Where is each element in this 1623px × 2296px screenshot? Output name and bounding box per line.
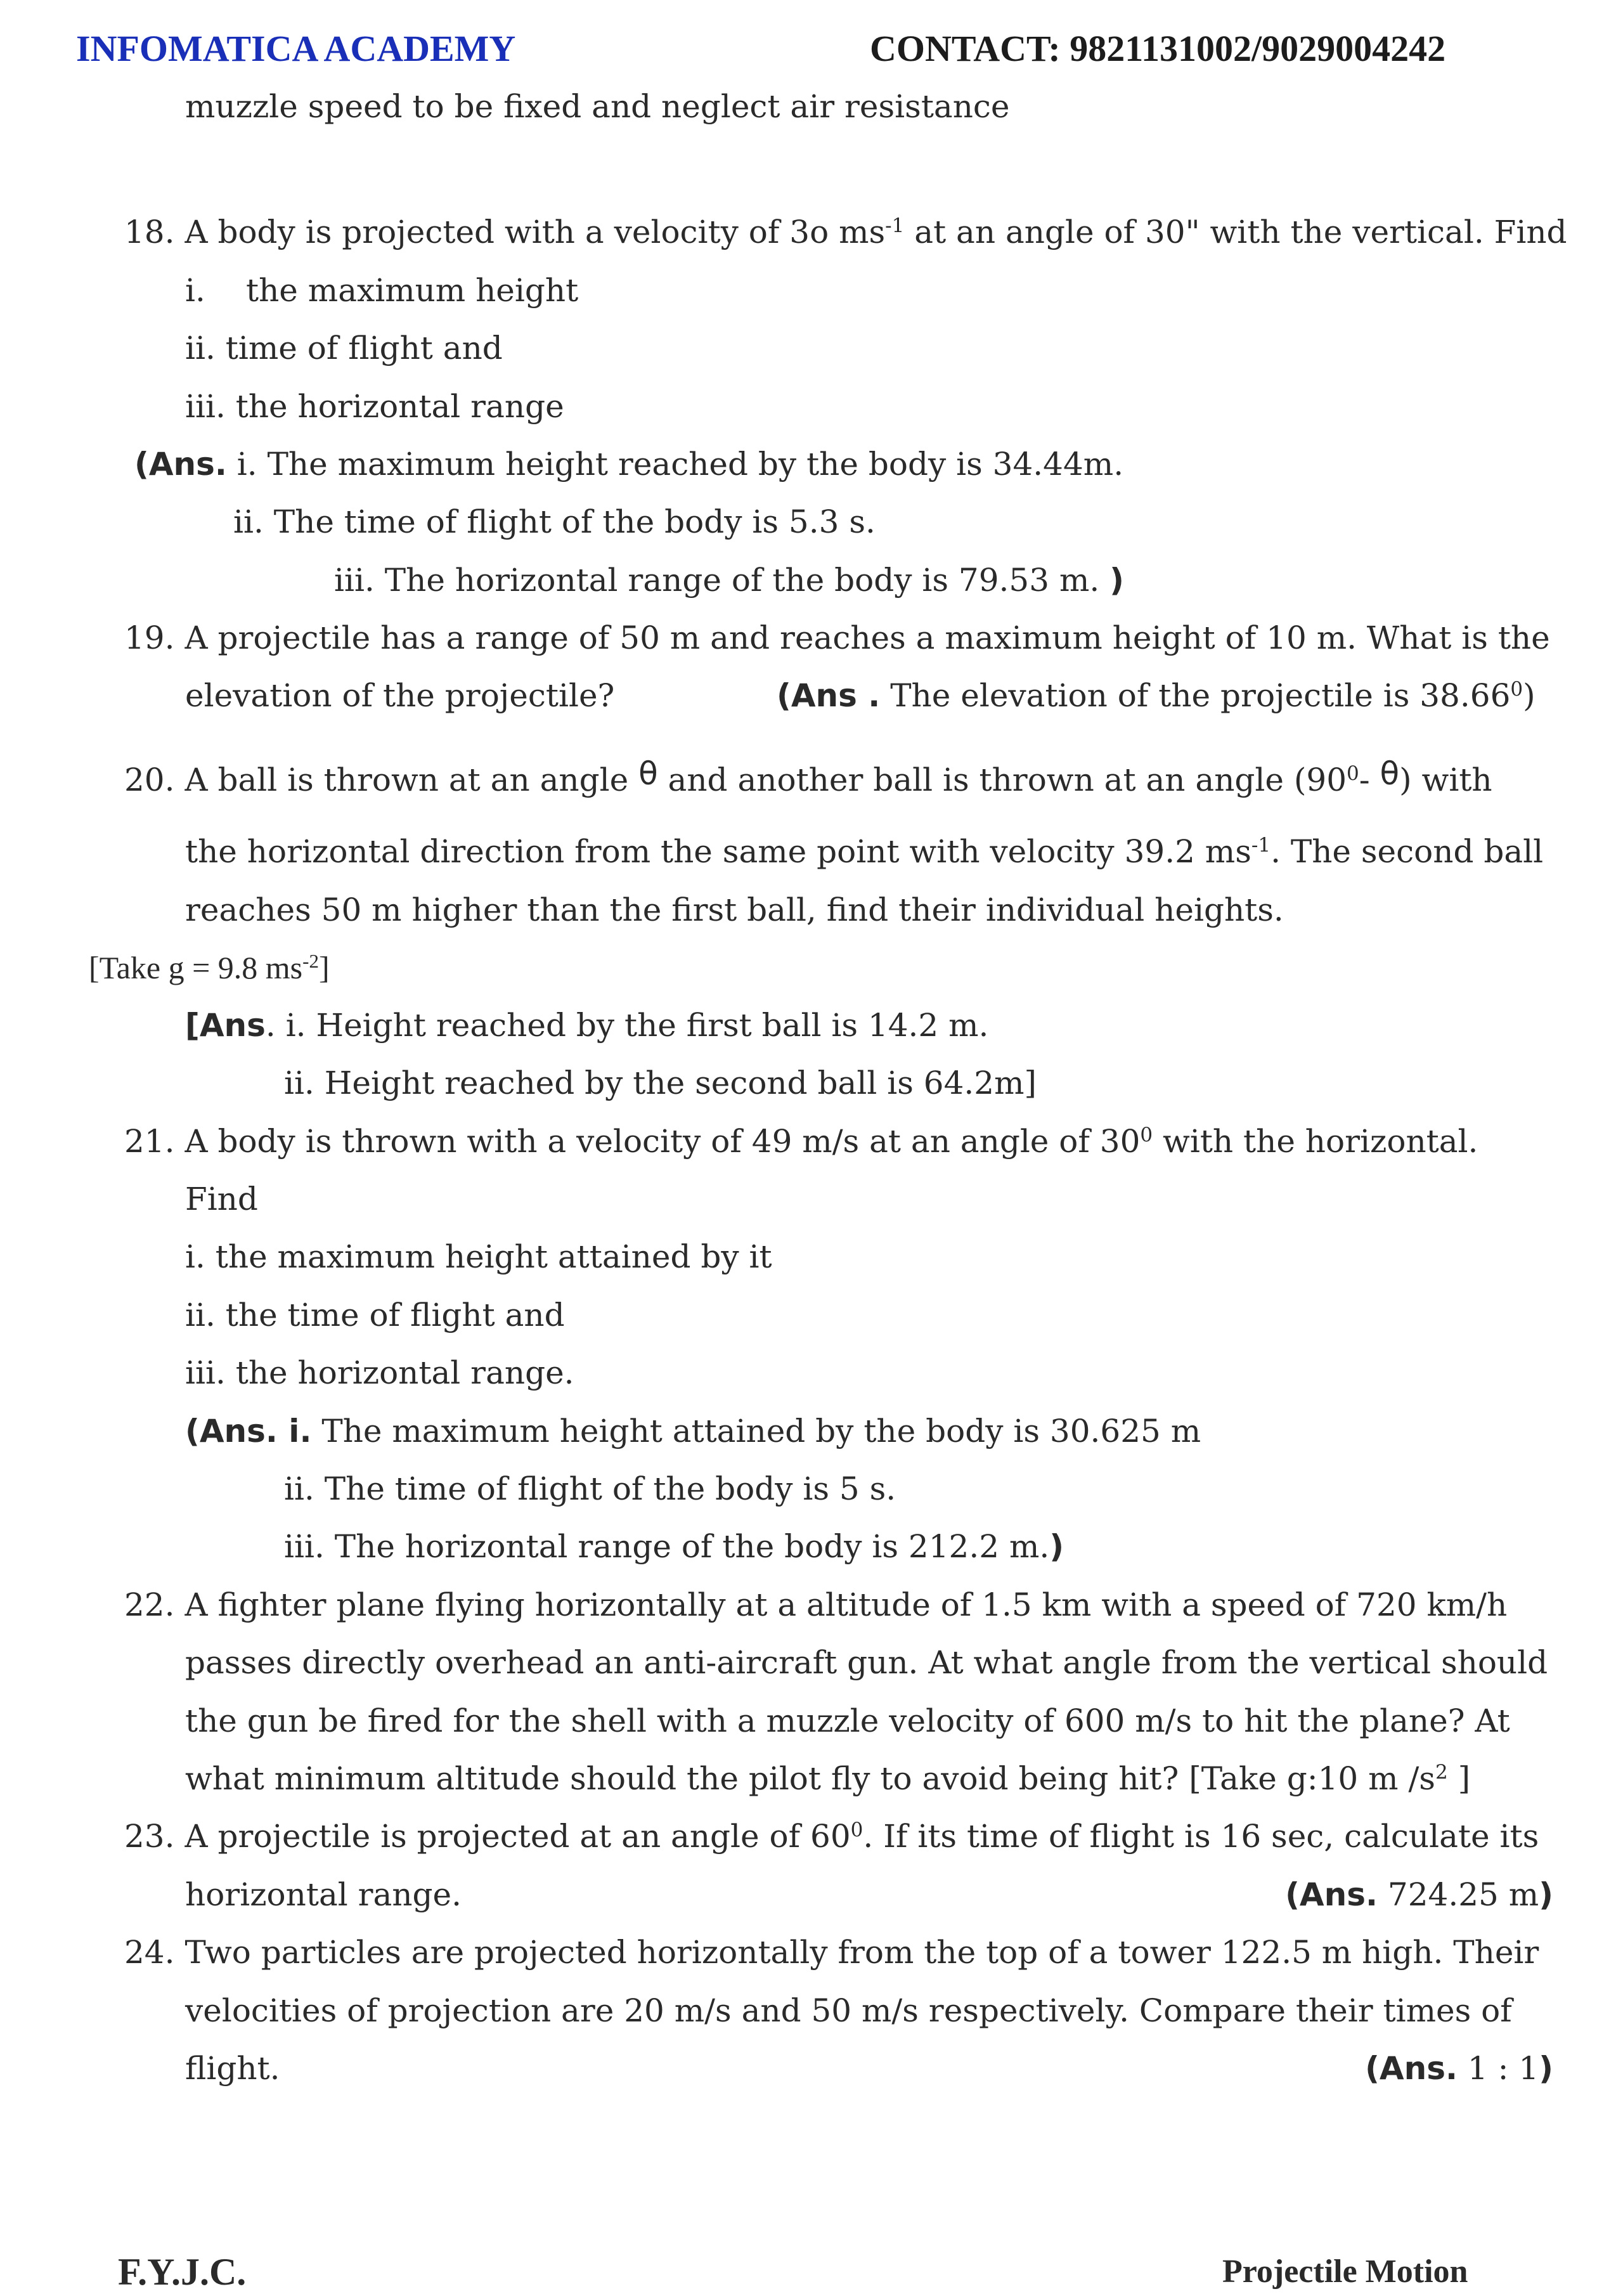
question-text: Two particles are projected horizontally from the top of a tower 122.5 m high. Their <box>184 1934 1539 1971</box>
q24-line-3: flight. <box>185 2050 280 2087</box>
academy-name: INFOMATICA ACADEMY <box>76 28 516 69</box>
question-text: A body is thrown with a velocity of 49 m/s at an angle of $30^0$ with the horizontal. <box>184 1123 1478 1160</box>
answer-label: (Ans. i. <box>185 1413 312 1450</box>
q20-answer-1: [Ans. i. Height reached by the first ball is 14.2 m. <box>185 1007 989 1044</box>
question-text: A projectile is projected at an angle of $60^0$. If its time of flight is 16 sec, calculate its <box>184 1818 1539 1855</box>
question-19 <box>124 618 1550 658</box>
answer-label: [Ans <box>185 1007 266 1044</box>
answer-label: (Ans . <box>777 677 881 714</box>
answer-label: (Ans. <box>1285 1876 1378 1913</box>
q18-item-iii: iii. the horizontal range <box>185 388 564 425</box>
footer-chapter: Projectile Motion <box>1222 2254 1468 2290</box>
q18-item-ii: ii. time of flight and <box>185 330 503 366</box>
question-24 <box>124 1933 1539 1972</box>
q22-line-4: what minimum altitude should the pilot fly to avoid being hit? [Take g:10 m $/s^2$ ] <box>185 1760 1471 1797</box>
q18-answer-2: ii. The time of flight of the body is 5.3 s. <box>233 503 876 540</box>
q23-answer: (Ans. 724.25 m) <box>1285 1876 1553 1913</box>
question-number: 19. <box>124 619 175 656</box>
question-number: 24. <box>124 1934 175 1971</box>
q19-answer: (Ans . The elevation of the projectile is 38.66$^0$) <box>777 677 1536 714</box>
question-20 <box>124 755 1492 800</box>
q21-item-i: i. the maximum height attained by it <box>185 1238 772 1275</box>
q18-answer-3: iii. The horizontal range of the body is 79.53 m. ) <box>334 562 1125 599</box>
q20-line-2: the horizontal direction from the same point with velocity 39.2 $ms^{-1}$. The second ball <box>185 833 1544 870</box>
continuation-line: muzzle speed to be fixed and neglect air resistance <box>185 88 1010 125</box>
q21-answer-2: ii. The time of flight of the body is 5 s. <box>284 1470 896 1507</box>
q21-item-iii: iii. the horizontal range. <box>185 1354 574 1391</box>
q21-answer-1: (Ans. i. The maximum height attained by the body is 30.625 m <box>185 1413 1201 1450</box>
q21-answer-3: iii. The horizontal range of the body is 212.2 m.) <box>284 1528 1064 1565</box>
question-number: 23. <box>124 1818 175 1855</box>
question-number: 20. <box>124 762 175 798</box>
q18-answer-1: (Ans. i. The maximum height reached by the body is 34.44m. <box>134 446 1124 483</box>
answer-label: (Ans. <box>1365 2050 1458 2087</box>
question-number: 18. <box>124 214 175 250</box>
question-number: 21. <box>124 1123 175 1160</box>
answer-label: (Ans. <box>134 446 227 483</box>
q22-line-2: passes directly overhead an anti-aircraft gun. At what angle from the vertical should <box>185 1644 1548 1681</box>
q21-line-2: Find <box>185 1181 258 1217</box>
question-number: 22. <box>124 1586 175 1623</box>
q24-line-2: velocities of projection are 20 m/s and 50 m/s respectively. Compare their times of <box>185 1992 1512 2029</box>
question-21 <box>124 1122 1478 1161</box>
q20-line-3: reaches 50 m higher than the first ball, find their individual heights. <box>185 892 1284 928</box>
question-text: A ball is thrown at an angle θ and another ball is thrown at an angle ($90^0-$ θ) with <box>184 755 1492 798</box>
q18-item-i-label: i. <box>185 272 205 309</box>
contact-info: CONTACT: 9821131002/9029004242 <box>870 28 1446 69</box>
footer-class: F.Y.J.C. <box>118 2251 247 2293</box>
q18-item-i-text: the maximum height <box>246 272 579 309</box>
q21-item-ii: ii. the time of flight and <box>185 1297 565 1333</box>
question-22 <box>124 1585 1507 1625</box>
question-23 <box>124 1817 1539 1856</box>
question-text: A projectile has a range of 50 m and reaches a maximum height of 10 m. What is the <box>184 619 1550 656</box>
q20-answer-2: ii. Height reached by the second ball is 64.2m] <box>284 1065 1037 1101</box>
question-text: A fighter plane flying horizontally at a altitude of 1.5 km with a speed of 720 km/h <box>184 1586 1508 1623</box>
q20-take-g: [Take g = 9.8 $ms^{-2}$] <box>89 949 330 985</box>
q22-line-3: the gun be fired for the shell with a muzzle velocity of 600 m/s to hit the plane? At <box>185 1703 1510 1739</box>
q24-answer: (Ans. 1 : 1) <box>1365 2050 1553 2087</box>
q23-line-2: horizontal range. <box>185 1876 462 1913</box>
question-text: A body is projected with a velocity of 3o $ms^{-1}$ at an angle of 30" with the vertical. Find <box>184 214 1567 250</box>
q19-line-2: elevation of the projectile? <box>185 677 615 714</box>
question-18 <box>124 212 1567 252</box>
